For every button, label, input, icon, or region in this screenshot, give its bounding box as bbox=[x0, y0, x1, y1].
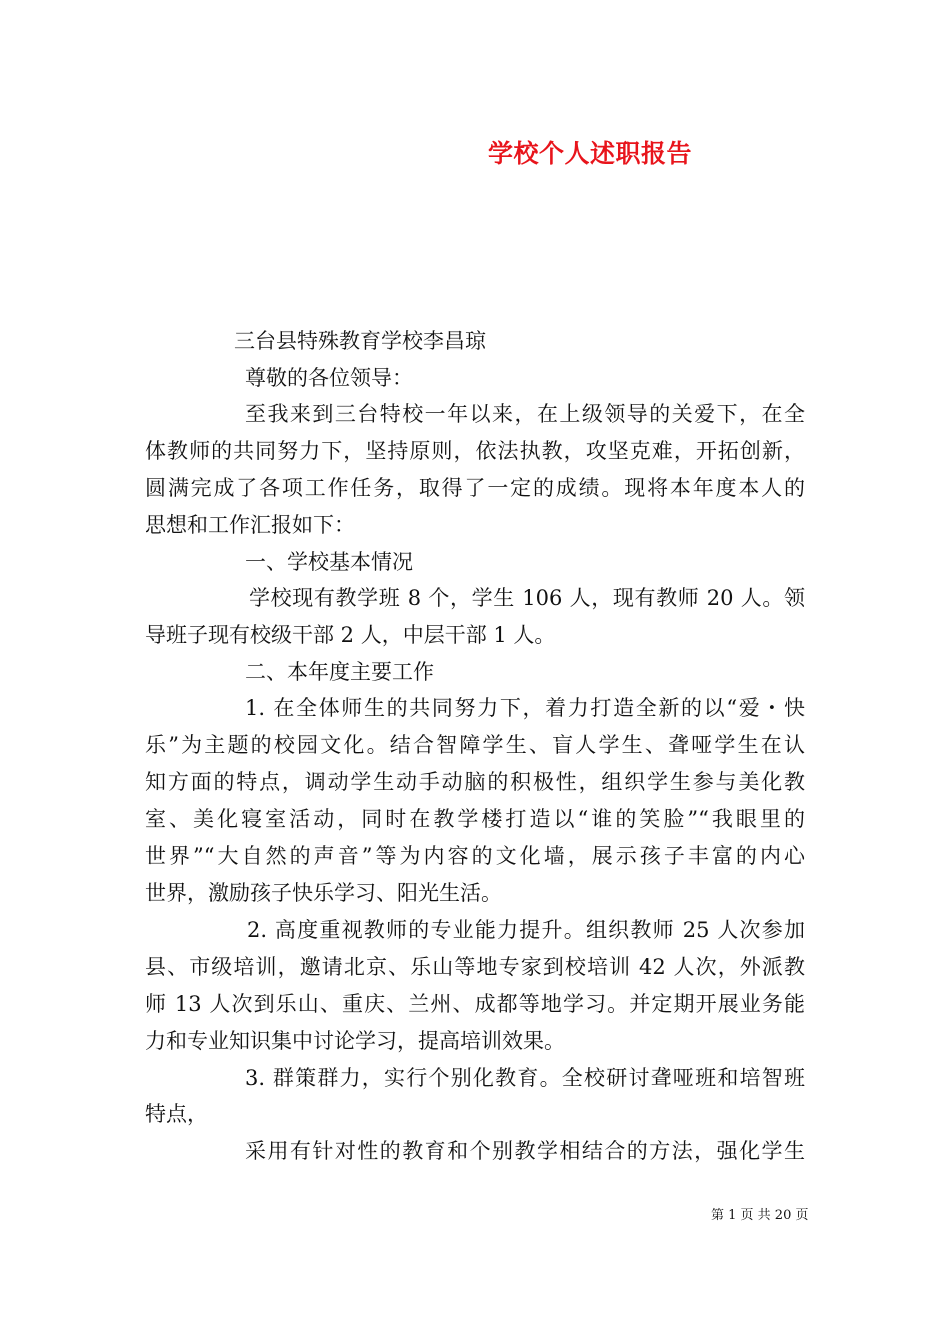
section-heading: 二、本年度主要工作 bbox=[245, 660, 434, 684]
paragraph-line: 1. 在全体师生的共同努力下，着力打造全新的以“爱・快 bbox=[245, 696, 805, 720]
paragraph-line: 圆满完成了各项工作任务，取得了一定的成绩。现将本年度本人的 bbox=[145, 476, 805, 500]
paragraph-line: 世界，激励孩子快乐学习、阳光生活。 bbox=[145, 881, 502, 905]
author-line: 三台县特殊教育学校李昌琼 bbox=[234, 329, 486, 353]
paragraph-line: 至我来到三台特校一年以来，在上级领导的关爱下，在全 bbox=[245, 402, 805, 426]
paragraph-line: 力和专业知识集中讨论学习，提高培训效果。 bbox=[145, 1029, 565, 1053]
paragraph-line: 师 13 人次到乐山、重庆、兰州、成都等地学习。并定期开展业务能 bbox=[145, 992, 805, 1016]
paragraph-line: 2. 高度重视教师的专业能力提升。组织教师 25 人次参加 bbox=[247, 918, 805, 942]
paragraph-line: 学校现有教学班 8 个，学生 106 人，现有教师 20 人。领 bbox=[249, 586, 805, 610]
paragraph-line: 室、美化寝室活动，同时在教学楼打造以“谁的笑脸”“我眼里的 bbox=[145, 807, 805, 831]
paragraph-line: 体教师的共同努力下，坚持原则，依法执教，攻坚克难，开拓创新， bbox=[145, 439, 805, 463]
paragraph-line: 思想和工作汇报如下： bbox=[145, 513, 355, 537]
paragraph-line: 采用有针对性的教育和个别教学相结合的方法，强化学生 bbox=[245, 1139, 805, 1163]
paragraph-line: 世界”“大自然的声音”等为内容的文化墙，展示孩子丰富的内心 bbox=[145, 844, 805, 868]
paragraph-line: 3. 群策群力，实行个别化教育。全校研讨聋哑班和培智班 bbox=[245, 1066, 805, 1090]
paragraph-line: 特点， bbox=[145, 1102, 208, 1126]
section-heading: 一、学校基本情况 bbox=[245, 550, 413, 574]
paragraph-line: 乐”为主题的校园文化。结合智障学生、盲人学生、聋哑学生在认 bbox=[145, 733, 805, 757]
salutation: 尊敬的各位领导： bbox=[245, 366, 413, 390]
page-number: 第 1 页 共 20 页 bbox=[711, 1208, 809, 1223]
paragraph-line: 导班子现有校级干部 2 人，中层干部 1 人。 bbox=[145, 623, 556, 647]
paragraph-line: 知方面的特点，调动学生动手动脑的积极性，组织学生参与美化教 bbox=[145, 770, 805, 794]
paragraph-line: 县、市级培训，邀请北京、乐山等地专家到校培训 42 人次，外派教 bbox=[145, 955, 805, 979]
document-title: 学校个人述职报告 bbox=[488, 139, 693, 168]
